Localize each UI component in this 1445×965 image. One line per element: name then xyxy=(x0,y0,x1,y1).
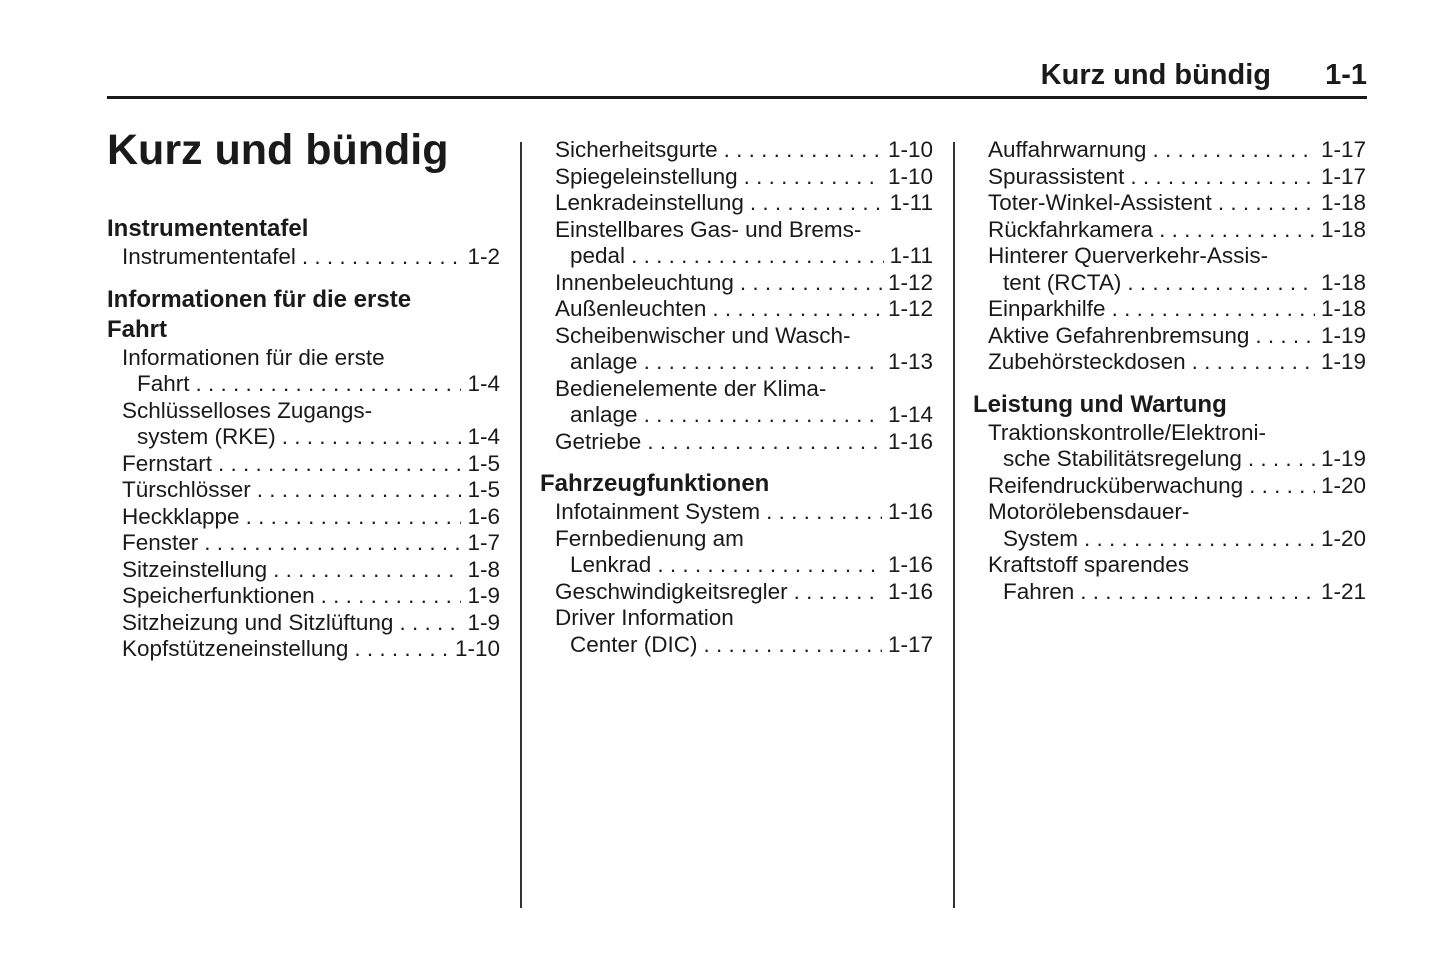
running-header xyxy=(107,56,1367,96)
toc-entry-page: 1-18 xyxy=(1320,216,1366,242)
dot-leader xyxy=(1255,323,1315,350)
toc-entry-label: Aktive Gefahrenbremsung xyxy=(988,322,1250,348)
toc-entry-page: 1-4 xyxy=(467,371,500,396)
toc-entry-page: 1-18 xyxy=(1320,190,1366,215)
toc-entry-page: 1-2 xyxy=(467,244,500,269)
toc-entry[interactable] xyxy=(107,477,500,504)
toc-entry-page: 1-13 xyxy=(887,349,933,374)
dot-leader xyxy=(740,270,882,297)
dot-leader xyxy=(647,429,882,456)
section-heading-instrumententafel: Instrumententafel xyxy=(107,215,309,242)
toc-entry-label: Fenster xyxy=(122,530,199,555)
toc-entry-page: 1-17 xyxy=(1320,137,1366,162)
toc-entry-label: Heckklappe xyxy=(122,503,240,529)
dot-leader xyxy=(1249,473,1315,500)
toc-column-2 xyxy=(540,137,933,658)
toc-entry-label: Lenkrad xyxy=(570,552,652,577)
dot-leader xyxy=(257,477,462,504)
toc-entry[interactable] xyxy=(973,164,1366,191)
toc-entry[interactable] xyxy=(540,376,933,429)
toc-entry-label: Sicherheitsgurte xyxy=(555,137,718,162)
toc-entry[interactable] xyxy=(540,526,933,579)
toc-entry-label: pedal xyxy=(570,243,626,268)
toc-entry-label: Instrumententafel xyxy=(122,244,296,269)
dot-leader xyxy=(1112,296,1315,323)
dot-leader xyxy=(246,504,462,531)
toc-entry-label: Sitzeinstellung xyxy=(122,556,268,582)
dot-leader xyxy=(744,164,882,191)
toc-entry-label: Fernstart xyxy=(122,450,213,476)
toc-entry-label: Geschwindigkeitsregler xyxy=(555,578,788,604)
toc-entry-label: Driver Information xyxy=(555,605,734,630)
toc-entry-page: 1-18 xyxy=(1320,269,1366,295)
dot-leader xyxy=(766,499,882,526)
toc-entry[interactable] xyxy=(107,398,500,451)
toc-entry[interactable] xyxy=(540,164,933,191)
toc-entry[interactable] xyxy=(107,451,500,478)
dot-leader xyxy=(282,424,462,451)
toc-entry-label: anlage xyxy=(570,349,638,374)
toc-entry-label: Getriebe xyxy=(555,428,642,454)
dot-leader xyxy=(1152,137,1315,164)
section-heading-leistung-und-wartung: Leistung und Wartung xyxy=(973,390,1227,418)
toc-entry-label: Reifendrucküberwachung xyxy=(988,472,1244,498)
toc-entry-page: 1-14 xyxy=(887,402,933,427)
dot-leader xyxy=(724,137,882,164)
toc-entry-page: 1-8 xyxy=(467,556,500,582)
dot-leader xyxy=(196,371,462,398)
toc-entry-label: Außenleuchten xyxy=(555,296,707,321)
toc-entry[interactable] xyxy=(107,610,500,637)
toc-entry[interactable] xyxy=(107,636,500,663)
toc-entry[interactable] xyxy=(540,296,933,323)
running-header-title: Kurz und bündig xyxy=(1040,59,1271,91)
toc-entry-label: Sitzheizung und Sitzlüftung xyxy=(122,609,394,635)
toc-entry-label: Kraftstoff sparendes xyxy=(988,552,1189,577)
dot-leader xyxy=(218,451,461,478)
toc-entry-page: 1-19 xyxy=(1320,349,1366,374)
dot-leader xyxy=(354,636,449,663)
column-divider xyxy=(520,142,522,908)
toc-entry-label: Infotainment System xyxy=(555,499,761,524)
toc-entry[interactable] xyxy=(540,605,933,658)
toc-entry-label: Fahren xyxy=(1003,578,1075,604)
toc-entry-page: 1-10 xyxy=(454,636,500,661)
dot-leader xyxy=(1159,217,1315,244)
toc-entry-page: 1-21 xyxy=(1320,578,1366,604)
toc-entry-label: Scheibenwischer und Wasch- xyxy=(555,322,851,348)
toc-entry-page: 1-16 xyxy=(887,428,933,454)
toc-entry-label: Schlüsselloses Zugangs- xyxy=(122,397,373,423)
toc-entry-label: Kopfstützeneinstellung xyxy=(122,636,349,661)
toc-entry[interactable] xyxy=(973,552,1366,605)
toc-entry-label: Türschlösser xyxy=(122,477,251,502)
section-heading-fahrzeugfunktionen: Fahrzeugfunktionen xyxy=(540,470,770,497)
toc-entry[interactable] xyxy=(540,137,933,164)
toc-entry-page: 1-17 xyxy=(1320,163,1366,189)
toc-entry-page: 1-12 xyxy=(887,269,933,295)
dot-leader xyxy=(750,190,884,217)
dot-leader xyxy=(204,530,461,557)
toc-entry-page: 1-9 xyxy=(467,583,500,608)
toc-entry-label: Informationen für die erste xyxy=(122,344,385,370)
toc-entry-label: Innenbeleuchtung xyxy=(555,269,734,295)
dot-leader xyxy=(1080,579,1315,606)
toc-entry-page: 1-9 xyxy=(467,609,500,635)
toc-entry[interactable] xyxy=(540,323,933,376)
toc-entry-page: 1-11 xyxy=(889,190,933,215)
dot-leader xyxy=(794,579,882,606)
toc-entry[interactable] xyxy=(540,270,933,297)
toc-entry-label: Einstellbares Gas- und Brems- xyxy=(555,216,862,242)
dot-leader xyxy=(1130,164,1315,191)
toc-entry-page: 1-16 xyxy=(887,552,933,577)
toc-entry-page: 1-5 xyxy=(467,477,500,502)
toc-entry-label: Rückfahrkamera xyxy=(988,216,1154,242)
toc-entry-page: 1-7 xyxy=(467,530,500,555)
toc-entry-label: Traktionskontrolle/Elektroni- xyxy=(988,419,1267,445)
dot-leader xyxy=(302,244,462,271)
dot-leader xyxy=(1192,349,1315,376)
toc-entry-page: 1-16 xyxy=(887,578,933,604)
toc-entry-label: Zubehörsteckdosen xyxy=(988,349,1186,374)
toc-entry[interactable] xyxy=(107,244,500,271)
toc-entry-label: Fahrt xyxy=(137,371,190,396)
toc-entry[interactable] xyxy=(540,429,933,456)
column-divider xyxy=(953,142,955,908)
toc-entry[interactable] xyxy=(973,217,1366,244)
toc-entry-page: 1-18 xyxy=(1320,296,1366,321)
toc-column-3 xyxy=(973,137,1366,605)
dot-leader xyxy=(399,610,461,637)
toc-entry[interactable] xyxy=(973,473,1366,500)
toc-entry[interactable] xyxy=(540,217,933,270)
toc-entry[interactable] xyxy=(107,504,500,531)
toc-entry-label: tent (RCTA) xyxy=(1003,269,1122,295)
toc-entry-page: 1-5 xyxy=(467,450,500,476)
dot-leader xyxy=(321,583,462,610)
toc-entry-page: 1-6 xyxy=(467,503,500,529)
toc-entry-label: Bedienelemente der Klima- xyxy=(555,375,827,401)
toc-entry-label: Motorölebensdauer- xyxy=(988,499,1190,524)
dot-leader xyxy=(1248,446,1315,473)
toc-entry-label: Spiegeleinstellung xyxy=(555,163,738,189)
toc-entry[interactable] xyxy=(973,349,1366,376)
toc-entry-page: 1-12 xyxy=(887,296,933,321)
toc-column-1 xyxy=(107,126,500,663)
toc-entry-label: Spurassistent xyxy=(988,163,1125,189)
toc-entry[interactable] xyxy=(107,345,500,398)
dot-leader xyxy=(1127,270,1315,297)
toc-entry-page: 1-10 xyxy=(887,137,933,162)
toc-entry-label: anlage xyxy=(570,402,638,427)
toc-entry[interactable] xyxy=(973,296,1366,323)
toc-entry[interactable] xyxy=(973,137,1366,164)
toc-entry-page: 1-10 xyxy=(887,163,933,189)
toc-entry[interactable] xyxy=(973,499,1366,552)
dot-leader xyxy=(1084,526,1315,553)
dot-leader xyxy=(657,552,882,579)
toc-entry-label: Lenkradeinstellung xyxy=(555,190,744,215)
dot-leader xyxy=(644,402,882,429)
toc-entry[interactable] xyxy=(973,190,1366,217)
toc-entry-label: System xyxy=(1003,525,1079,551)
section-heading-erste-fahrt: Informationen für die erste Fahrt xyxy=(107,285,412,343)
toc-entry-page: 1-20 xyxy=(1320,525,1366,551)
toc-entry[interactable] xyxy=(973,323,1366,350)
toc-entry-label: Auffahrwarnung xyxy=(988,137,1147,162)
header-rule xyxy=(107,96,1367,99)
toc-entry-label: Einparkhilfe xyxy=(988,296,1106,321)
toc-entry[interactable] xyxy=(540,579,933,606)
running-header-page-number: 1-1 xyxy=(1325,59,1367,91)
dot-leader xyxy=(644,349,882,376)
toc-entry-page: 1-20 xyxy=(1320,472,1366,498)
dot-leader xyxy=(1218,190,1315,217)
toc-entry[interactable] xyxy=(107,583,500,610)
toc-entry[interactable] xyxy=(540,499,933,526)
toc-entry[interactable] xyxy=(540,190,933,217)
toc-entry-page: 1-19 xyxy=(1320,322,1366,348)
toc-entry[interactable] xyxy=(973,420,1366,473)
toc-entry-label: Hinterer Querverkehr-Assis- xyxy=(988,243,1269,268)
toc-entry[interactable] xyxy=(107,557,500,584)
dot-leader xyxy=(704,632,882,659)
dot-leader xyxy=(631,243,884,270)
dot-leader xyxy=(273,557,461,584)
toc-entry-label: system (RKE) xyxy=(137,424,276,449)
toc-entry[interactable] xyxy=(107,530,500,557)
toc-entry[interactable] xyxy=(973,243,1366,296)
toc-entry-label: Center (DIC) xyxy=(570,631,698,657)
toc-entry-page: 1-17 xyxy=(887,631,933,657)
dot-leader xyxy=(712,296,882,323)
toc-entry-page: 1-16 xyxy=(887,499,933,524)
toc-entry-page: 1-11 xyxy=(889,243,933,268)
toc-entry-label: sche Stabilitätsregelung xyxy=(1003,446,1242,471)
toc-entry-page: 1-19 xyxy=(1320,446,1366,471)
chapter-title: Kurz und bündig xyxy=(107,126,449,174)
toc-entry-label: Toter-Winkel-Assistent xyxy=(988,190,1212,215)
toc-entry-label: Speicherfunktionen xyxy=(122,583,315,608)
toc-entry-label: Fernbedienung am xyxy=(555,525,744,551)
toc-entry-page: 1-4 xyxy=(467,424,500,449)
